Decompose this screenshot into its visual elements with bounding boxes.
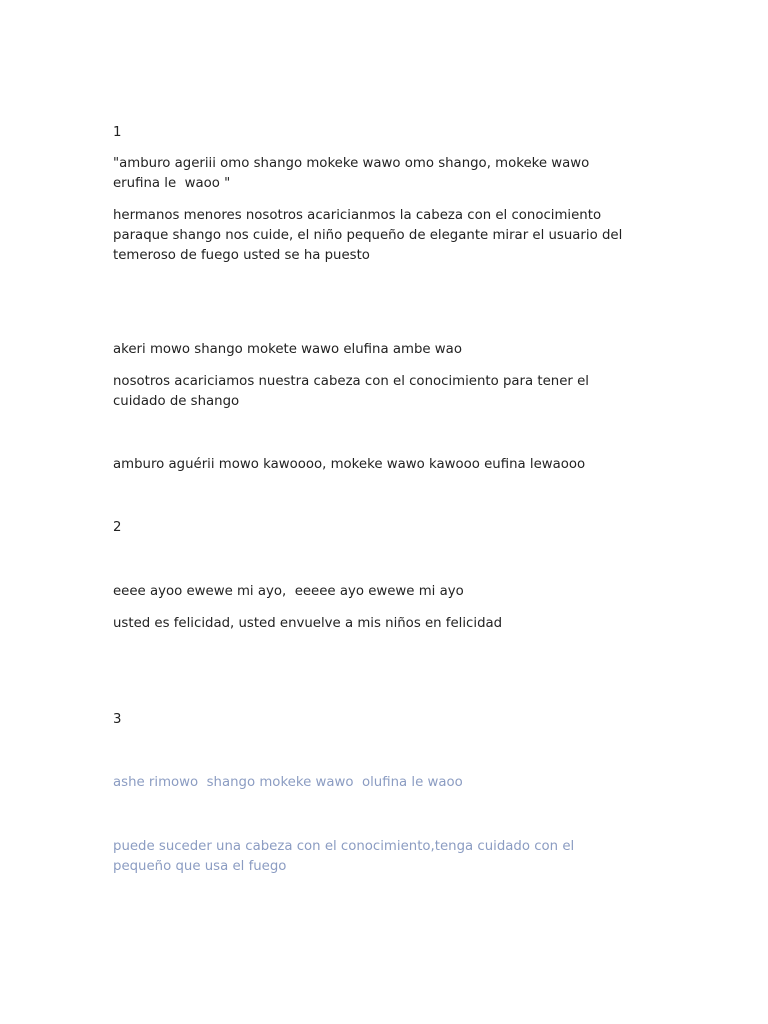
verse-translation: hermanos menores nosotros acaricianmos la cabeza con el conocimiento paraque shango nos cuide, el niño pequeño de elegante mirar el usuario del temeroso de fuego usted se ha puesto <box>113 208 623 263</box>
verse-translation: nosotros acariciamos nuestra cabeza con el conocimiento para tener el cuidado de shango <box>113 374 589 409</box>
verse-lyric: eeee ayoo ewewe mi ayo, eeeee ayo ewewe mi ayo <box>113 584 464 599</box>
verse-translation: puede suceder una cabeza con el conocimiento,tenga cuidado con el pequeño que usa el fuego <box>113 839 575 874</box>
verse-lyric: ashe rimowo shango mokeke wawo olufina le waoo <box>113 775 463 790</box>
verse-translation: usted es felicidad, usted envuelve a mis niños en felicidad <box>113 616 503 631</box>
section-number-2: 2 <box>113 520 122 535</box>
section-number-1: 1 <box>113 125 122 140</box>
verse-lyric: "amburo ageriii omo shango mokeke wawo omo shango, mokeke wawo erufina le waoo " <box>113 156 590 191</box>
section-number-3: 3 <box>113 712 122 727</box>
verse-lyric: amburo aguérii mowo kawoooo, mokeke wawo kawooo eufina lewaooo <box>113 457 586 472</box>
verse-lyric: akeri mowo shango mokete wawo elufina ambe wao <box>113 342 462 357</box>
